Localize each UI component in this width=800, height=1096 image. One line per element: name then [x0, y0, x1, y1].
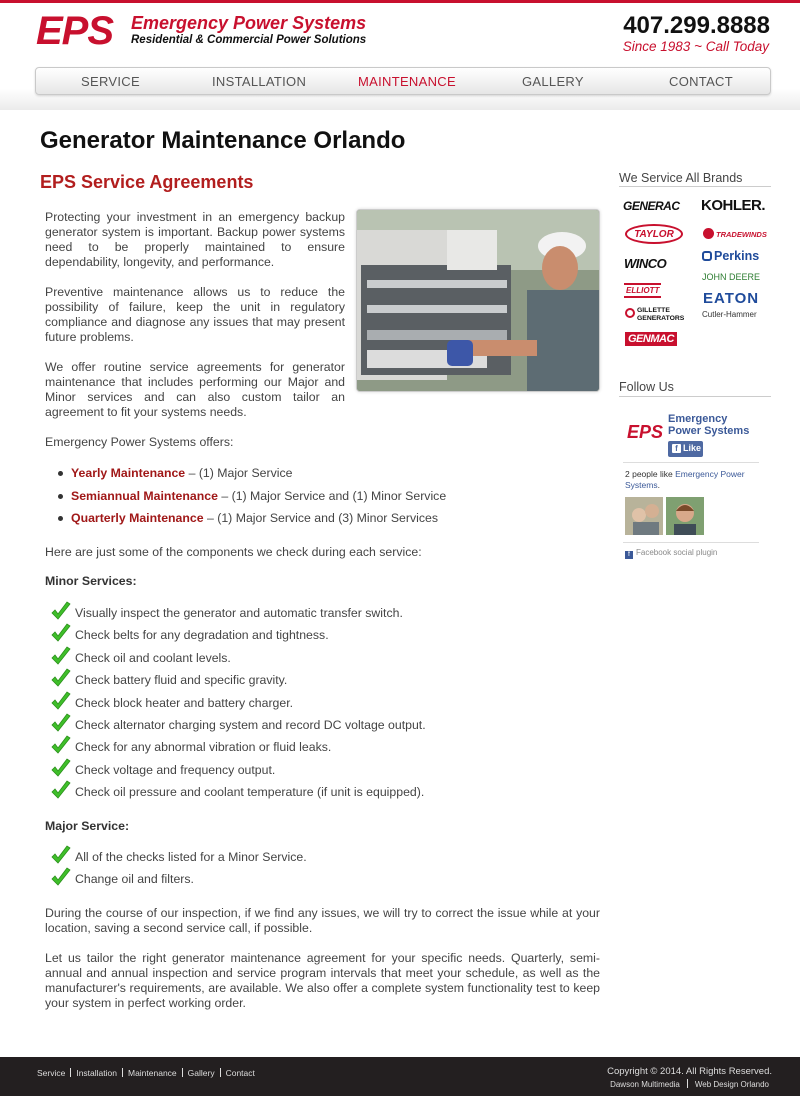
brand-genmac: GENMAC	[625, 332, 677, 346]
checkmark-icon	[50, 758, 72, 780]
company-name: Emergency Power Systems	[131, 13, 367, 33]
nav-gallery[interactable]: GALLERY	[522, 74, 584, 89]
section-title: EPS Service Agreements	[40, 172, 254, 192]
checklist-item-text: Check battery fluid and specific gravity.	[75, 673, 288, 688]
page-title: Generator Maintenance Orlando	[40, 127, 406, 154]
logo-mark: EPS	[36, 9, 114, 53]
checklist-item-text: Visually inspect the generator and automatic transfer switch.	[75, 606, 403, 620]
brand-john-deere: JOHN DEERE	[702, 272, 761, 282]
plan-detail: – (1) Major Service and (3) Minor Services	[203, 511, 438, 525]
checklist-item-text: Check voltage and frequency output.	[75, 762, 276, 777]
checklist-item-text: Check belts for any degradation and tightness.	[75, 628, 329, 643]
bullet-dot	[58, 494, 63, 499]
brand-perkins: Perkins	[702, 249, 759, 263]
brand-gillette: GILLETTE GENERATORS	[625, 307, 687, 323]
since-tagline: Since 1983 ~ Call Today	[622, 39, 769, 54]
fb-like-button[interactable]	[668, 441, 703, 457]
nav-contact[interactable]: CONTACT	[669, 74, 733, 89]
plan-name-quarterly[interactable]: Quarterly Maintenance	[71, 511, 204, 525]
gillette-mark-icon	[625, 308, 635, 318]
footer-nav	[37, 1068, 255, 1078]
fb-like-label: Like	[683, 443, 702, 453]
facebook-widget	[619, 405, 761, 560]
plan-detail: – (1) Major Service	[185, 466, 293, 480]
fb-page-name[interactable]: Emergency Power Systems	[668, 413, 750, 437]
checkmark-icon	[50, 735, 72, 757]
bullet-dot	[58, 516, 63, 521]
checklist-item-text: Change oil and filters.	[75, 872, 194, 887]
fb-social-plugin-note[interactable]: f Facebook social plugin	[625, 548, 717, 559]
follow-divider	[619, 396, 771, 397]
footer-separator	[122, 1068, 123, 1077]
site-header	[0, 3, 800, 110]
facebook-f-icon: f	[672, 444, 681, 453]
tradewinds-mark-icon	[703, 228, 714, 239]
checkmark-icon	[50, 845, 72, 867]
fb-divider	[623, 542, 759, 543]
checklist-item-text: Check alternator charging system and record DC voltage output.	[75, 718, 426, 732]
phone-number[interactable]: 407.299.8888	[623, 12, 770, 39]
checkmark-icon	[50, 713, 72, 735]
checkmark-icon	[50, 646, 72, 668]
fb-page-logo[interactable]: EPS	[627, 422, 664, 442]
components-intro: Here are just some of the components we check during each service:	[45, 545, 422, 559]
footer-link-gallery[interactable]: Gallery	[187, 1068, 215, 1078]
fb-fan-avatar[interactable]	[625, 497, 663, 535]
plan-name-yearly[interactable]: Yearly Maintenance	[71, 466, 186, 480]
brand-kohler: KOHLER.	[701, 197, 765, 214]
closing-paragraph-1: During the course of our inspection, if we find any issues, we will try to correct the issue while at your location, saving a second service call, if possible.	[45, 906, 600, 935]
bullet-dot	[58, 471, 63, 476]
footer-separator	[687, 1079, 688, 1088]
checkmark-icon	[50, 867, 72, 889]
major-service-heading: Major Service:	[45, 819, 130, 833]
checkmark-icon	[50, 780, 72, 802]
nav-installation[interactable]: INSTALLATION	[212, 74, 307, 89]
brand-winco: WINCO	[624, 256, 667, 271]
fb-people-link[interactable]: Emergency Power Systems	[625, 469, 745, 490]
company-tagline: Residential & Commercial Power Solutions	[131, 34, 367, 46]
follow-heading: Follow Us	[619, 380, 674, 394]
brands-heading: We Service All Brands	[619, 171, 743, 185]
checkmark-icon	[50, 601, 72, 623]
footer-separator	[220, 1068, 221, 1077]
footer-link-service[interactable]: Service	[37, 1068, 66, 1078]
checklist-item-text: Check for any abnormal vibration or fluid leaks.	[75, 740, 332, 755]
service-agreement-paragraph: We offer routine service agreements for generator maintenance that includes performing our Major and Minor services and can also custom tailor an agreement to fit your systems needs.	[45, 360, 345, 419]
brand-tradewinds: TRADEWINDS	[703, 228, 767, 239]
fb-fan-avatar[interactable]	[666, 497, 704, 535]
intro-paragraph: Protecting your investment in an emergency backup generator system is important. Backup power systems need to be properly maintained to ensure dependability, longevity, and performance.	[45, 210, 345, 269]
checkmark-icon	[50, 668, 72, 690]
checklist-item-text: Check block heater and battery charger.	[75, 695, 294, 710]
fb-people-like: 2 people like Emergency Power Systems.	[625, 469, 745, 490]
technician-photo	[356, 209, 600, 392]
preventive-paragraph: Preventive maintenance allows us to reduce the possibility of failure, keep the unit in regulatory compliance and diagnose any issues that may present future problems.	[45, 285, 345, 344]
footer-link-installation[interactable]: Installation	[76, 1068, 117, 1078]
checkmark-icon	[50, 691, 72, 713]
plan-name-semiannual[interactable]: Semiannual Maintenance	[71, 489, 218, 503]
main-nav	[35, 67, 771, 95]
credit-dawson-link[interactable]: Dawson Multimedia	[610, 1080, 680, 1089]
footer-separator	[182, 1068, 183, 1077]
credit-web-design-link[interactable]: Web Design Orlando	[694, 1080, 769, 1089]
facebook-f-icon: f	[625, 551, 633, 559]
fb-divider	[623, 462, 759, 463]
checkmark-icon	[50, 623, 72, 645]
footer-credit	[610, 1079, 769, 1089]
brand-cutler-hammer: Cutler-Hammer	[702, 310, 757, 319]
brand-taylor: TAYLOR	[625, 224, 683, 244]
offers-intro: Emergency Power Systems offers:	[45, 435, 234, 449]
closing-paragraph-2: Let us tailor the right generator maintenance agreement for your specific needs. Quarterly, semi-annual and annual inspection and service program intervals that meet your schedule, as well as the manufacturer's requirements, are available. We also offer a complete system functionality test to keep your system in perfect working order.	[45, 951, 600, 1010]
brand-generac: GENERAC	[623, 199, 680, 213]
checklist-item-text: All of the checks listed for a Minor Service.	[75, 850, 307, 864]
brand-eaton: EATON	[703, 290, 760, 307]
footer-link-contact[interactable]: Contact	[225, 1068, 255, 1078]
nav-service[interactable]: SERVICE	[81, 74, 140, 89]
plan-detail: – (1) Major Service and (1) Minor Service	[217, 489, 447, 503]
checklist-item-text: Check oil and coolant levels.	[75, 650, 231, 665]
brands-divider	[619, 186, 771, 187]
perkins-mark-icon	[702, 251, 712, 261]
nav-maintenance[interactable]: MAINTENANCE	[358, 74, 456, 89]
footer-separator	[70, 1068, 71, 1077]
site-footer	[0, 1057, 800, 1096]
checklist-item-text: Check oil pressure and coolant temperature (if unit is equipped).	[75, 785, 425, 800]
footer-copyright: Copyright © 2014. All Rights Reserved.	[607, 1066, 772, 1077]
site-logo[interactable]	[36, 9, 367, 53]
brand-elliott: ELLIOTT	[624, 283, 661, 298]
footer-link-maintenance[interactable]: Maintenance	[127, 1068, 177, 1078]
minor-services-heading: Minor Services:	[45, 574, 137, 588]
